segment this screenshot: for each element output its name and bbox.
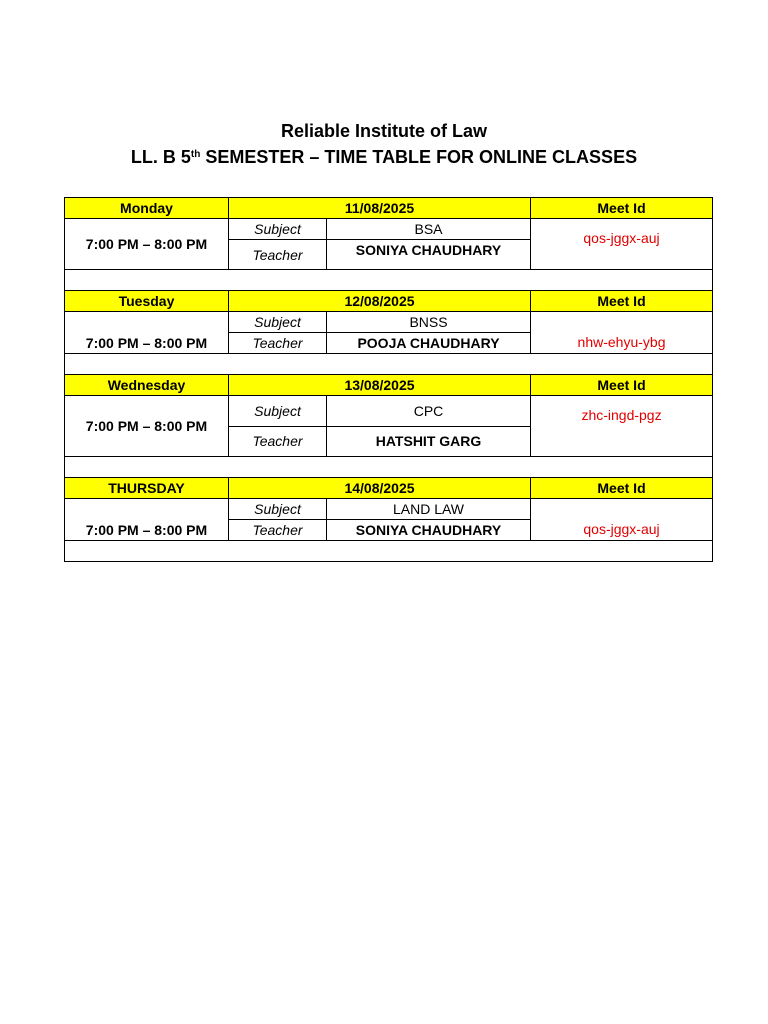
- time-slot: 7:00 PM – 8:00 PM: [65, 312, 229, 354]
- time-slot: 7:00 PM – 8:00 PM: [65, 219, 229, 270]
- meet-id-header: Meet Id: [531, 291, 713, 312]
- date-label: 13/08/2025: [229, 375, 531, 396]
- teacher-label: Teacher: [229, 520, 327, 541]
- day-header-row: [65, 198, 713, 219]
- meet-id-value: nhw-ehyu-ybg: [531, 312, 713, 354]
- meet-id-header: Meet Id: [531, 478, 713, 499]
- subject-row: [65, 499, 713, 520]
- document-title: LL. B 5th SEMESTER – TIME TABLE FOR ONLINE CLASSES: [130, 147, 638, 167]
- date-label: 12/08/2025: [229, 291, 531, 312]
- subject-row: [65, 396, 713, 427]
- teacher-value: SONIYA CHAUDHARY: [327, 240, 531, 270]
- spacer-row: [65, 541, 713, 562]
- subject-row: [65, 219, 713, 240]
- teacher-label: Teacher: [229, 240, 327, 270]
- subject-value: BNSS: [327, 312, 531, 333]
- subject-label: Subject: [229, 219, 327, 240]
- time-slot: 7:00 PM – 8:00 PM: [65, 499, 229, 541]
- meet-id-value: zhc-ingd-pgz: [531, 396, 713, 457]
- subject-label: Subject: [229, 499, 327, 520]
- subject-value: CPC: [327, 396, 531, 427]
- meet-id-value: qos-jggx-auj: [531, 499, 713, 541]
- teacher-value: HATSHIT GARG: [327, 426, 531, 457]
- day-label: Wednesday: [65, 375, 229, 396]
- day-header-row: [65, 478, 713, 499]
- spacer-row: [65, 354, 713, 375]
- date-label: 14/08/2025: [229, 478, 531, 499]
- time-slot: 7:00 PM – 8:00 PM: [65, 396, 229, 457]
- teacher-value: POOJA CHAUDHARY: [327, 333, 531, 354]
- subject-value: BSA: [327, 219, 531, 240]
- teacher-label: Teacher: [229, 426, 327, 457]
- day-label: THURSDAY: [65, 478, 229, 499]
- institute-name: Reliable Institute of Law: [280, 121, 488, 141]
- day-label: Tuesday: [65, 291, 229, 312]
- teacher-value: SONIYA CHAUDHARY: [327, 520, 531, 541]
- spacer-row: [65, 457, 713, 478]
- subject-value: LAND LAW: [327, 499, 531, 520]
- timetable: [64, 197, 713, 562]
- meet-id-value: qos-jggx-auj: [531, 219, 713, 270]
- day-header-row: [65, 375, 713, 396]
- day-label: Monday: [65, 198, 229, 219]
- day-header-row: [65, 291, 713, 312]
- subject-label: Subject: [229, 312, 327, 333]
- subject-row: [65, 312, 713, 333]
- subject-label: Subject: [229, 396, 327, 427]
- meet-id-header: Meet Id: [531, 198, 713, 219]
- date-label: 11/08/2025: [229, 198, 531, 219]
- teacher-label: Teacher: [229, 333, 327, 354]
- spacer-row: [65, 270, 713, 291]
- meet-id-header: Meet Id: [531, 375, 713, 396]
